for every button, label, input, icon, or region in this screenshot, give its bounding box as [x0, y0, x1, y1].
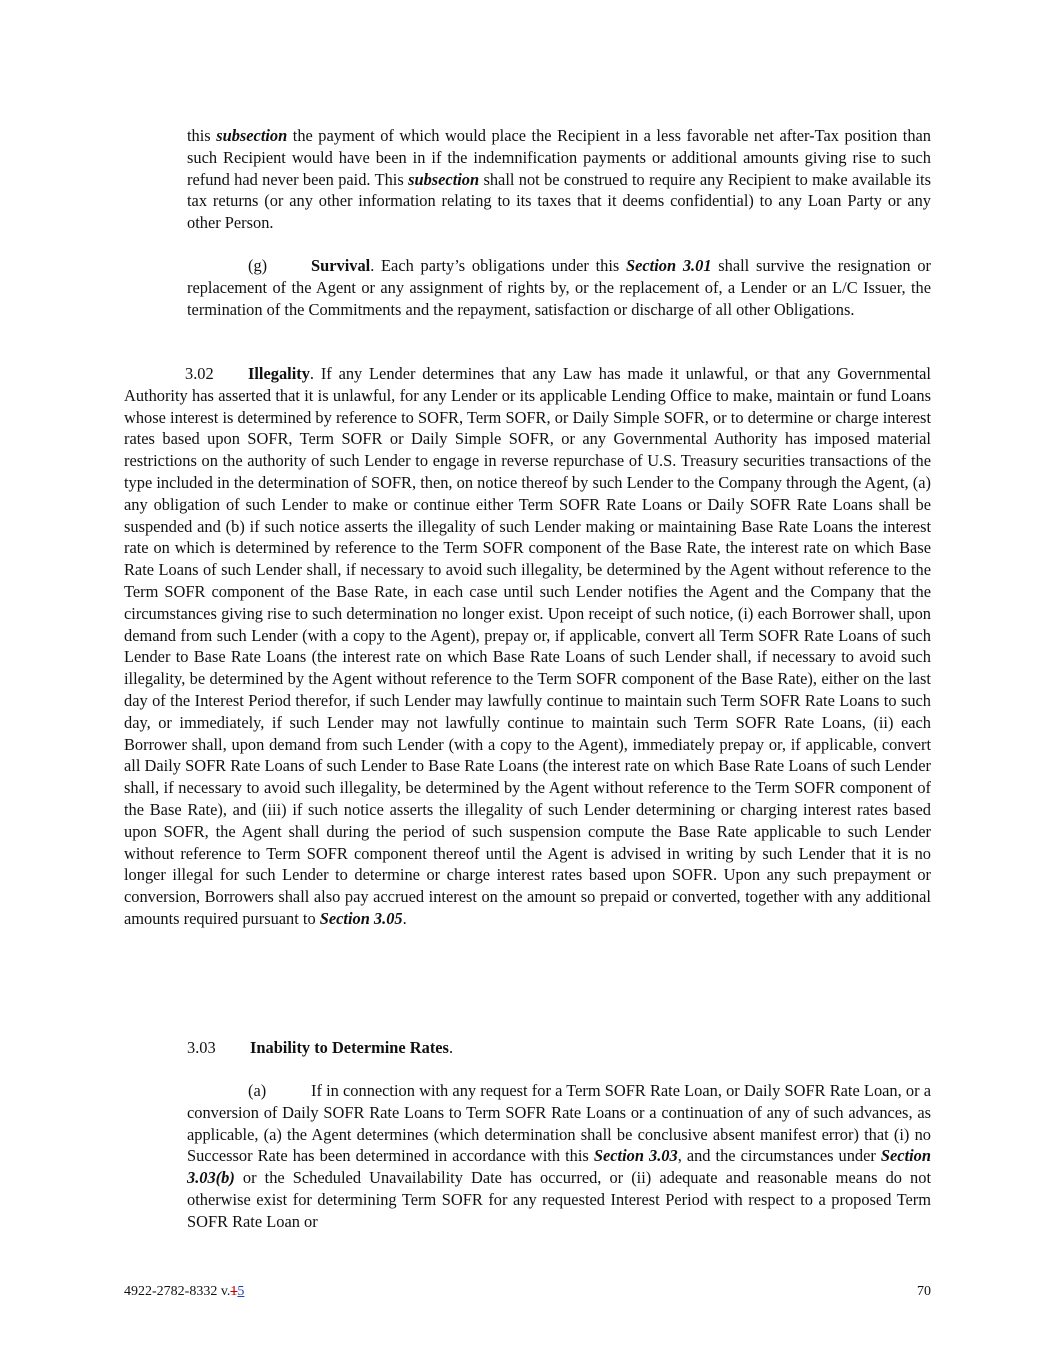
text: shall not be construed to require any Recipient to make available its tax returns (or any other information relating to its taxes that it deems confidential) to any Loan Party or any other Person. [187, 169, 931, 233]
text: . If any Lender determines that any Law has made it unlawful, or that any Governmental Authority has asserted that it is unlawful, for any Lender or its applicable Lending Office to make, maintain or fund Loans whose interest is determined by reference to SOFR, Term SOFR, or Daily Simple SOFR, or to determine or charge interest rates based upon SOFR, Term SOFR or Daily Simple SOFR, or any Governmental Authority has imposed material restrictions on the authority of such Lender to engage in reverse repurchase of U.S. Treasury securities transactions of the type included in the determination of SOFR, then, on notice thereof by such Lender to the Company through the Agent, (a) any obligation of such Lender to make or continue either Term SOFR Rate Loans or Daily SOFR Rate Loans shall be suspended and (b) if such notice asserts the illegality of such Lender making or maintaining Base Rate Loans the interest rate on which is determined by reference to the Term SOFR component of the Base Rate, the interest rate on which Base Rate Loans of such Lender shall, if necessary to avoid such illegality, be determined by the Agent without reference to the Term SOFR component of the Base Rate, in each case until such Lender notifies the Agent and the Company that the circumstances giving rise to such determination no longer exist. Upon receipt of such notice, (i) each Borrower shall, upon demand from such Lender (with a copy to the Agent), prepay or, if applicable, convert all Term SOFR Rate Loans of such Lender to Base Rate Loans (the interest rate on which Base Rate Loans of such Lender shall, if necessary to avoid such illegality, be determined by the Agent without reference to the Term SOFR component of the Base Rate), either on the last day of the Interest Period therefor, if such Lender may lawfully continue to maintain such Term SOFR Rate Loans to such day, or immediately, if such Lender may not lawfully continue to maintain such Term SOFR Rate Loans, (ii) each Borrower shall, upon demand from such Lender (with a copy to the Agent), immediately prepay or, if applicable, convert all Daily SOFR Rate Loans of such Lender to Base Rate Loans (the interest rate on which Base Rate Loans of such Lender shall, if necessary to avoid such illegality, be determined by the Agent without reference to the Term SOFR component of the Base Rate), and (iii) if such notice asserts the illegality of such Lender determining or charging interest rates based upon SOFR, the Agent shall during the period of such suspension compute the Base Rate applicable to such Lender without reference to Term SOFR component thereof until the Agent is advised in writing by such Lender that it is no longer illegal for such Lender to determine or charge interest rates based upon SOFR. Upon any such prepayment or conversion, Borrowers shall also pay accrued interest on the amount so prepaid or converted, together with any additional amounts required pursuant to [124, 364, 931, 928]
paragraph-g-survival [187, 255, 931, 320]
section-number: 3.02 [185, 364, 214, 383]
text: . [402, 908, 407, 928]
footer-document-id [124, 1284, 244, 1300]
section-reference: Section 3.03(b) [187, 1146, 931, 1188]
paragraph-f-continuation [187, 125, 931, 234]
text: If in connection with any request for a Term SOFR Rate Loan, or Daily SOFR Rate Loan, or a conversion of Daily SOFR Rate Loans to Term SOFR Rate Loans or a continuation of any of such advances, as applicable, (a) the Agent determines (which determination shall be conclusive absent manifest error) that (i) no Successor Rate has been determined in accordance with this [187, 1081, 931, 1166]
clause-label: (a) [248, 1081, 267, 1100]
page-number: 70 [917, 1284, 931, 1299]
emphasis-subsection: subsection [408, 169, 480, 189]
clause-label: (g) [248, 256, 268, 275]
text: this [187, 126, 217, 145]
text: shall survive the resignation or replacement of the Agent or any assignment of rights by, or the replacement of, a Lender or an L/C Issuer, the termination of the Commitments and the repayment, satisfaction or discharge of all other Obligations. [187, 256, 931, 319]
section-3-03-heading [187, 1037, 453, 1059]
text: , and the circumstances under [677, 1146, 881, 1166]
emphasis-subsection: subsection [216, 126, 288, 145]
section-heading: Inability to Determine Rates [250, 1038, 449, 1057]
doc-id: 4922-2782-8332 v. [124, 1284, 231, 1299]
section-reference: Section 3.03 [593, 1146, 678, 1166]
clause-heading: Survival [311, 256, 371, 275]
paragraph-a [187, 1080, 931, 1233]
section-reference: Section 3.01 [626, 256, 712, 275]
section-reference: Section 3.05 [319, 908, 403, 928]
version-inserted: 5 [237, 1284, 245, 1299]
section-3-02-illegality [124, 363, 931, 930]
section-number: 3.03 [187, 1038, 216, 1057]
text: or the Scheduled Unavailability Date has occurred, or (ii) adequate and reasonable means do not otherwise exist for determining Term SOFR for any requested Interest Period with respect to a proposed Term SOFR Rate Loan or [187, 1168, 931, 1231]
text: . [448, 1038, 454, 1057]
text: the payment of which would place the Recipient in a less favorable net after-Tax position than such Recipient would have been in if the indemnification payments or additional amounts giving rise to such refund had never been paid. This [187, 126, 932, 189]
text: . Each party’s obligations under this [370, 256, 626, 275]
section-heading: Illegality [248, 364, 310, 383]
version-deleted: 1 [230, 1284, 238, 1299]
